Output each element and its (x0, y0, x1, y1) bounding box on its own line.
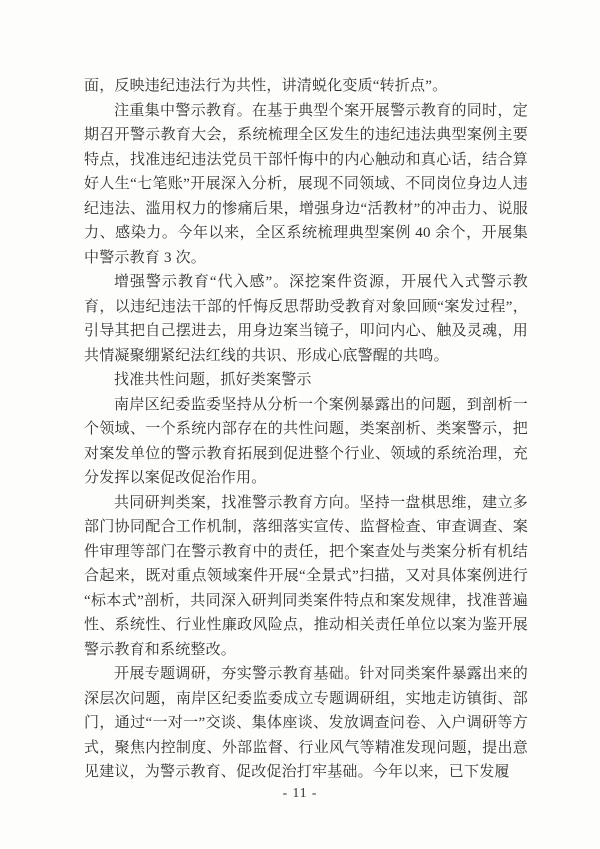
page-number: - 11 - (282, 785, 318, 800)
paragraph: 注重集中警示教育。在基于典型个案开展警示教育的同时，定期召开警示教育大会，系统梳理全区发生的违纪违法典型案例主要特点，找准违纪违法党员干部忏悔中的内心触动和真心话，结合算好人生“七笔账”开展深入分析，展现不同领域、不同岗位身边人违纪违法、滥用权力的惨痛后果，增强身边“活教材”的冲击力、说服力、感染力。今年以来，全区系统梳理典型案例 40 余个，开展集中警示教育 3 次。 (84, 102, 528, 266)
paragraph: 共同研判类案，找准警示教育方向。坚持一盘棋思维，建立多部门协同配合工作机制，落细落实宣传、监督检查、审查调查、案件审理等部门在警示教育中的责任，把个案查处与类案分析有机结合起来，既对重点领域案件开展“全景式”扫描，又对具体案例进行“标本式”剖析，共同深入研判同类案件特点和案发规律，找准普遍性、系统性、行业性廉政风险点，推动相关责任单位以案为鉴开展警示教育和系统整改。 (84, 494, 528, 658)
paragraph: 开展专题调研，夯实警示教育基础。针对同类案件暴露出来的深层次问题，南岸区纪委监委成立专题调研组，实地走访镇街、部门，通过“一对一”交谈、集体座谈、发放调查问卷、入户调研等方式，聚焦内控制度、外部监督、行业风气等精准发现问题，提出意见建议，为警示教育、促改促治打牢基础。今年以来，已下发履 (84, 666, 528, 780)
paragraph-continuation: 面，反映违纪违法行为共性，讲清蜕化变质“转折点”。 (84, 78, 448, 94)
section-heading: 找准共性问题，抓好类案警示 (114, 372, 312, 388)
text-block (84, 74, 528, 785)
paragraph: 增强警示教育“代入感”。深挖案件资源，开展代入式警示教育，以违纪违法干部的忏悔反思帮助受教育对象回顾“案发过程”，引导其把自己摆进去，用身边案当镜子，叩问内心、触及灵魂，用共情凝聚绷紧纪法红线的共识、形成心底警醒的共鸣。 (84, 274, 528, 364)
paragraph: 南岸区纪委监委坚持从分析一个案例暴露出的问题，到剖析一个领域、一个系统内部存在的共性问题，类案剖析、类案警示，把对案发单位的警示教育拓展到促进整个行业、领域的系统治理，充分发挥以案促改促治作用。 (84, 396, 528, 486)
